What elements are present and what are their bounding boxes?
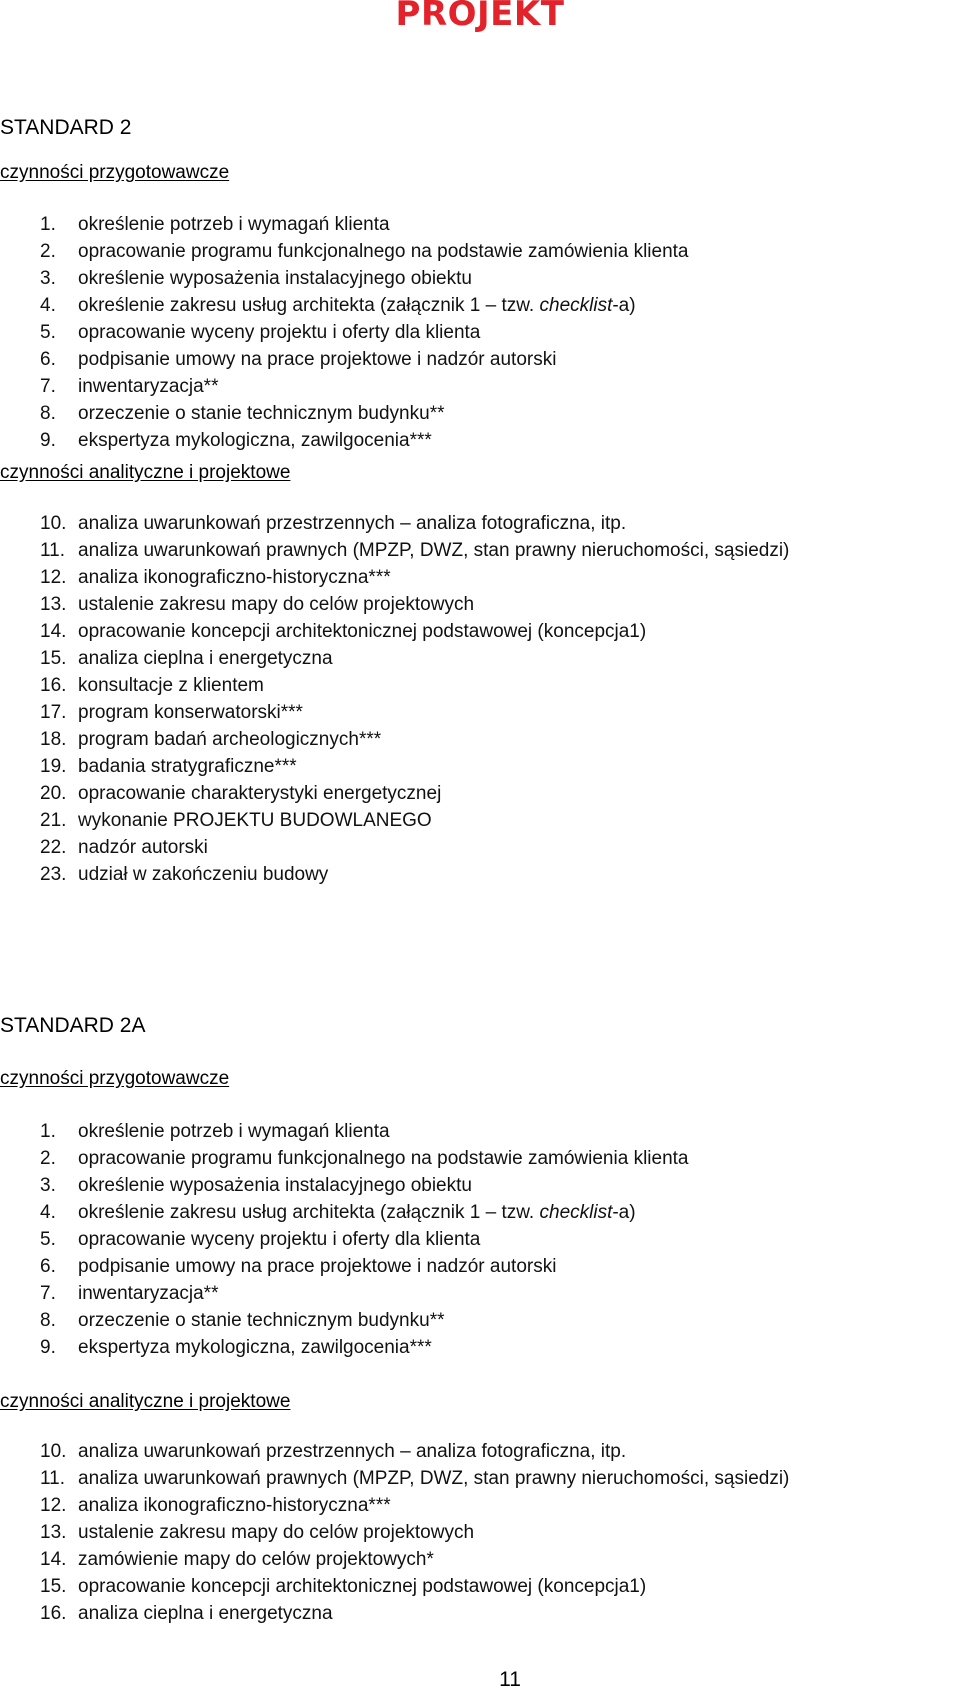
subheading: czynności przygotowawcze [0, 162, 230, 183]
list-item-main-text: opracowanie programu funkcjonalnego na podstawie zamówienia klienta [78, 1148, 689, 1169]
list-item-number: 2. [40, 1148, 56, 1169]
list-item-main-text: określenie zakresu usług architekta (załącznik 1 – tzw. [78, 295, 540, 316]
list-item-number: 18. [40, 729, 67, 750]
list-item-main-text: opracowanie koncepcji architektonicznej podstawowej (koncepcja1) [78, 621, 647, 642]
list-item-main-text: analiza uwarunkowań prawnych (MPZP, DWZ, stan prawny nieruchomości, sąsiedzi) [78, 540, 790, 561]
list-item-number: 12. [40, 1495, 67, 1516]
list-item-main-text: wykonanie PROJEKTU BUDOWLANEGO [78, 810, 432, 831]
list-item-text [78, 1253, 556, 1280]
list-item-main-text: opracowanie koncepcji architektonicznej podstawowej (koncepcja1) [78, 1576, 647, 1597]
list-item-text [78, 618, 646, 645]
list-item [0, 1145, 960, 1172]
list-item-number: 5. [40, 322, 56, 343]
list-item-main-text: analiza cieplna i energetyczna [78, 648, 333, 669]
list-item-text [78, 807, 432, 834]
list-item-number: 9. [40, 430, 56, 451]
list-item-text [78, 510, 626, 537]
list-item [0, 645, 960, 672]
list-item-number: 3. [40, 268, 56, 289]
list-item-number: 1. [40, 214, 56, 235]
list-item-text [78, 1465, 789, 1492]
list-item-text [78, 753, 297, 780]
list-item-italic-text: checklist [539, 1202, 613, 1223]
list-item-main-text: ustalenie zakresu mapy do celów projektowych [78, 1522, 475, 1543]
list-item-number: 8. [40, 1310, 56, 1331]
list-item-main-text: określenie wyposażenia instalacyjnego obiektu [78, 1175, 472, 1196]
list-item-number: 8. [40, 403, 56, 424]
section-standard-2 [0, 115, 960, 141]
list-item [0, 238, 960, 265]
list-item-main-text: określenie potrzeb i wymagań klienta [78, 1121, 390, 1142]
list-item-number: 14. [40, 621, 67, 642]
list-item [0, 292, 960, 319]
list-item [0, 211, 960, 238]
list-item [0, 1226, 960, 1253]
list-item-text [78, 726, 381, 753]
list-item-italic-text: checklist [539, 295, 613, 316]
list-item-number: 4. [40, 1202, 56, 1223]
list-item-text [78, 537, 789, 564]
subheading: czynności analityczne i projektowe [0, 462, 291, 483]
list-item-text [78, 1118, 390, 1145]
list-item-tail-text: -a) [612, 1202, 636, 1223]
list-item-main-text: inwentaryzacja** [78, 1283, 219, 1304]
list-item-main-text: analiza uwarunkowań przestrzennych – analiza fotograficzna, itp. [78, 1441, 627, 1462]
list-item-text [78, 645, 333, 672]
list-item [0, 1492, 960, 1519]
list-item-number: 20. [40, 783, 67, 804]
list-item-number: 16. [40, 675, 67, 696]
list-item [0, 591, 960, 618]
list-item-main-text: ustalenie zakresu mapy do celów projektowych [78, 594, 475, 615]
list-item-text [78, 564, 391, 591]
list-item [0, 1118, 960, 1145]
list-item [0, 861, 960, 888]
list-item-number: 10. [40, 513, 67, 534]
list-item-number: 5. [40, 1229, 56, 1250]
list-item [0, 1600, 960, 1627]
list-item [0, 1519, 960, 1546]
numbered-list [0, 211, 960, 454]
list-item [0, 807, 960, 834]
list-item [0, 1307, 960, 1334]
list-item-text [78, 1199, 636, 1226]
list-item-main-text: podpisanie umowy na prace projektowe i nadzór autorski [78, 1256, 557, 1277]
list-item-main-text: opracowanie charakterystyki energetycznej [78, 783, 442, 804]
list-item [0, 834, 960, 861]
subheading-preparatory [0, 160, 960, 186]
list-item-main-text: ekspertyza mykologiczna, zawilgocenia*** [78, 430, 432, 451]
section-standard-2a [0, 1013, 960, 1039]
list-item-text [78, 400, 444, 427]
list-item [0, 1172, 960, 1199]
list-item-main-text: analiza ikonograficzno-historyczna*** [78, 1495, 391, 1516]
list-item [0, 1199, 960, 1226]
list-item-main-text: orzeczenie o stanie technicznym budynku** [78, 403, 445, 424]
list-item-text [78, 238, 689, 265]
list-item-main-text: określenie wyposażenia instalacyjnego obiektu [78, 268, 472, 289]
list-item [0, 1465, 960, 1492]
list-item [0, 618, 960, 645]
section-title: STANDARD 2 [0, 116, 132, 139]
list-item-main-text: program konserwatorski*** [78, 702, 303, 723]
list-item [0, 265, 960, 292]
list-item-text [78, 265, 472, 292]
list-item-text [78, 292, 636, 319]
section-title: STANDARD 2A [0, 1014, 146, 1037]
list-item-text [78, 591, 474, 618]
list-item-main-text: analiza cieplna i energetyczna [78, 1603, 333, 1624]
list-item-main-text: analiza ikonograficzno-historyczna*** [78, 567, 391, 588]
list-item-number: 13. [40, 1522, 67, 1543]
list-item-main-text: ekspertyza mykologiczna, zawilgocenia*** [78, 1337, 432, 1358]
list-item-number: 21. [40, 810, 67, 831]
list-item-number: 13. [40, 594, 67, 615]
list-item-text [78, 1492, 391, 1519]
list-item [0, 373, 960, 400]
page-title: PROJEKT [395, 0, 565, 34]
list-item [0, 672, 960, 699]
list-item-text [78, 1226, 480, 1253]
list-item [0, 780, 960, 807]
list-item [0, 564, 960, 591]
list-item-number: 15. [40, 648, 67, 669]
list-item-text [78, 1519, 474, 1546]
list-item-text [78, 780, 441, 807]
list-item [0, 726, 960, 753]
list-item-text [78, 1573, 646, 1600]
list-item-number: 7. [40, 1283, 56, 1304]
list-item [0, 1546, 960, 1573]
list-item-number: 9. [40, 1337, 56, 1358]
list-item-main-text: orzeczenie o stanie technicznym budynku** [78, 1310, 445, 1331]
list-item-text [78, 211, 390, 238]
list-item [0, 1438, 960, 1465]
subheading-analytical [0, 460, 960, 486]
list-item-text [78, 1172, 472, 1199]
list-item-main-text: nadzór autorski [78, 837, 208, 858]
list-preparatory [0, 1118, 960, 1361]
list-item-text [78, 1280, 218, 1307]
list-item [0, 1334, 960, 1361]
list-item-text [78, 699, 303, 726]
list-item-main-text: zamówienie mapy do celów projektowych* [78, 1549, 434, 1570]
list-item [0, 1280, 960, 1307]
list-item-text [78, 1600, 333, 1627]
list-preparatory [0, 211, 960, 454]
list-item-number: 14. [40, 1549, 67, 1570]
list-analytical [0, 510, 960, 888]
list-item-number: 4. [40, 295, 56, 316]
list-item-number: 7. [40, 376, 56, 397]
numbered-list [0, 510, 960, 888]
list-item [0, 537, 960, 564]
list-item-main-text: analiza uwarunkowań prawnych (MPZP, DWZ, stan prawny nieruchomości, sąsiedzi) [78, 1468, 790, 1489]
list-item [0, 427, 960, 454]
list-item [0, 1573, 960, 1600]
list-item-number: 11. [40, 540, 66, 561]
list-item-number: 2. [40, 241, 56, 262]
list-item-main-text: analiza uwarunkowań przestrzennych – analiza fotograficzna, itp. [78, 513, 627, 534]
list-item-number: 11. [40, 1468, 66, 1489]
list-item-text [78, 1334, 432, 1361]
list-item-number: 15. [40, 1576, 67, 1597]
list-item-text [78, 834, 208, 861]
list-item-main-text: badania stratygraficzne*** [78, 756, 297, 777]
list-item-number: 12. [40, 567, 67, 588]
list-item-text [78, 1307, 444, 1334]
list-item-main-text: opracowanie programu funkcjonalnego na podstawie zamówienia klienta [78, 241, 689, 262]
list-item [0, 319, 960, 346]
list-item-main-text: program badań archeologicznych*** [78, 729, 382, 750]
list-item-number: 10. [40, 1441, 67, 1462]
subheading-preparatory [0, 1066, 960, 1092]
list-item-text [78, 427, 432, 454]
list-item-number: 6. [40, 349, 56, 370]
list-item-main-text: określenie zakresu usług architekta (załącznik 1 – tzw. [78, 1202, 540, 1223]
list-item-number: 3. [40, 1175, 56, 1196]
list-item-text [78, 373, 218, 400]
list-item-number: 1. [40, 1121, 56, 1142]
page-number: 11 [499, 1668, 521, 1691]
list-item-number: 17. [40, 702, 67, 723]
numbered-list [0, 1438, 960, 1627]
list-item-number: 22. [40, 837, 67, 858]
list-item [0, 1253, 960, 1280]
list-item-text [78, 1145, 689, 1172]
list-item-text [78, 861, 328, 888]
list-item-main-text: określenie potrzeb i wymagań klienta [78, 214, 390, 235]
list-item-tail-text: -a) [612, 295, 636, 316]
list-item-text [78, 346, 556, 373]
list-item [0, 699, 960, 726]
list-item-main-text: inwentaryzacja** [78, 376, 219, 397]
list-item-main-text: udział w zakończeniu budowy [78, 864, 329, 885]
list-item-text [78, 319, 480, 346]
subheading: czynności analityczne i projektowe [0, 1391, 291, 1412]
list-item-text [78, 672, 264, 699]
list-item-main-text: opracowanie wyceny projektu i oferty dla klienta [78, 322, 481, 343]
list-item-main-text: opracowanie wyceny projektu i oferty dla klienta [78, 1229, 481, 1250]
list-item [0, 753, 960, 780]
subheading: czynności przygotowawcze [0, 1068, 230, 1089]
list-item-number: 19. [40, 756, 67, 777]
list-item-number: 6. [40, 1256, 56, 1277]
list-item-number: 23. [40, 864, 67, 885]
list-analytical [0, 1438, 960, 1627]
list-item-text [78, 1546, 434, 1573]
list-item [0, 400, 960, 427]
list-item [0, 346, 960, 373]
numbered-list [0, 1118, 960, 1361]
list-item-number: 16. [40, 1603, 67, 1624]
list-item [0, 510, 960, 537]
subheading-analytical [0, 1389, 960, 1415]
list-item-text [78, 1438, 626, 1465]
list-item-main-text: konsultacje z klientem [78, 675, 264, 696]
list-item-main-text: podpisanie umowy na prace projektowe i nadzór autorski [78, 349, 557, 370]
